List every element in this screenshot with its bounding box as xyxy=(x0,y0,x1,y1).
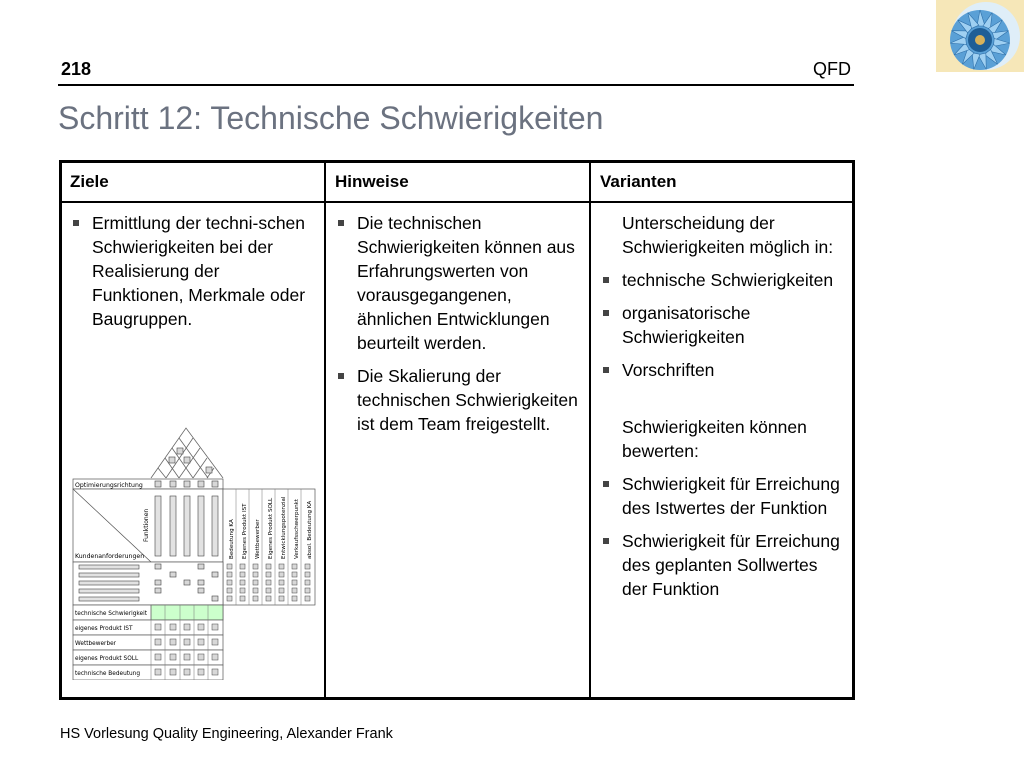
page-title: Schritt 12: Technische Schwierigkeiten xyxy=(58,100,604,136)
column-header-ziele: Ziele xyxy=(70,172,109,191)
hoq-column-label: Eigenes Produkt SOLL xyxy=(268,497,274,559)
hoq-bottom-row-label: technische Schwierigkeit xyxy=(75,611,148,617)
hoq-bottom-row-label: eigenes Produkt IST xyxy=(75,626,133,632)
varianten-bullet: Schwierigkeit für Erreichung des Istwertes der Funktion xyxy=(600,472,846,520)
hoq-column-label: absol. Bedeutung KA xyxy=(307,500,313,559)
hoq-column-label: Eigenes Produkt IST xyxy=(242,503,248,559)
varianten-bullet: technische Schwierigkeiten xyxy=(600,268,846,292)
varianten-intro: Schwierigkeiten können bewerten: xyxy=(622,417,807,461)
hinweise-bullet: Die Skalierung der technischen Schwierigkeiten ist dem Team freigestellt. xyxy=(335,364,581,436)
hoq-column-label: Verkaufsschwerpunkt xyxy=(294,498,300,559)
hinweise-cell xyxy=(335,211,581,445)
hoq-column-label: Bedeutung KA xyxy=(229,519,235,559)
hoq-optimierungsrichtung-label: Optimierungsrichtung xyxy=(75,482,143,489)
column-header-varianten: Varianten xyxy=(600,172,677,191)
ziele-cell xyxy=(70,211,306,340)
varianten-bullet: Schwierigkeit für Erreichung des geplanten Sollwertes der Funktion xyxy=(600,529,846,601)
varianten-bullet: Vorschriften xyxy=(600,358,846,382)
turbine-logo-icon xyxy=(936,0,1024,72)
topic-label: QFD xyxy=(813,59,851,79)
hoq-bottom-row-label: technische Bedeutung xyxy=(75,671,141,677)
column-header-hinweise: Hinweise xyxy=(335,172,409,191)
varianten-cell xyxy=(600,211,846,610)
page-number: 218 xyxy=(61,59,92,79)
hinweise-bullet: Die technischen Schwierigkeiten können aus Erfahrungswerten von vorausgegangenen, ähnlichen Entwicklungen beurteilt werden. xyxy=(335,211,581,355)
varianten-bullet: organisatorische Schwierigkeiten xyxy=(600,301,846,349)
column-divider xyxy=(324,163,326,697)
hoq-funktionen-label: Funktionen xyxy=(143,508,150,542)
hoq-kundenanforderungen-label: Kundenanforderungen xyxy=(75,553,145,560)
column-divider xyxy=(589,163,591,697)
hoq-column-label: Entwicklungspotenzial xyxy=(281,496,287,559)
header-divider xyxy=(58,84,854,86)
ziele-bullet: Ermittlung der techni-schen Schwierigkeiten bei der Realisierung der Funktionen, Merkmale oder Baugruppen. xyxy=(70,211,306,331)
hoq-column-label: Wettbewerber xyxy=(255,519,261,559)
house-of-quality-diagram xyxy=(71,424,319,680)
varianten-intro: Unterscheidung der Schwierigkeiten möglich in: xyxy=(622,213,834,257)
hoq-bottom-row-label: Wettbewerber xyxy=(75,641,117,647)
footer-text: HS Vorlesung Quality Engineering, Alexander Frank xyxy=(60,726,393,742)
hoq-bottom-row-label: eigenes Produkt SOLL xyxy=(75,656,139,662)
hoq-highlight-row xyxy=(151,605,223,620)
header-row-divider xyxy=(62,201,852,203)
